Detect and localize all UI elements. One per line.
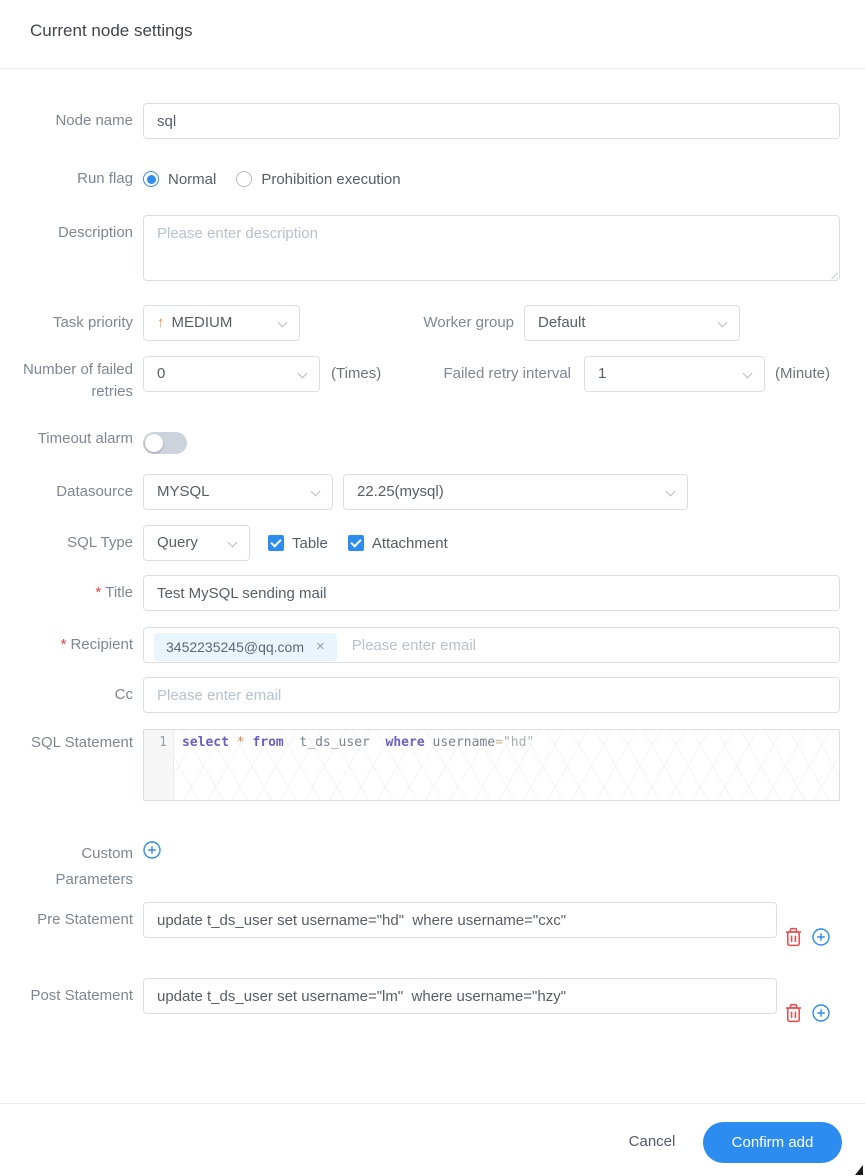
post-statement-label: Post Statement xyxy=(30,987,133,1004)
datasource-type-select[interactable] xyxy=(143,474,333,510)
recipient-input[interactable] xyxy=(143,627,840,663)
priority-arrow-up-icon: ↑ xyxy=(157,314,165,331)
chevron-down-icon xyxy=(278,318,288,328)
run-flag-label: Run flag xyxy=(77,170,133,187)
dialog-title: Current node settings xyxy=(30,21,193,40)
worker-group-value: Default xyxy=(538,314,586,331)
delete-post-statement-button[interactable] xyxy=(785,1003,802,1023)
datasource-instance-select[interactable] xyxy=(343,474,688,510)
retry-interval-value: 1 xyxy=(598,365,607,382)
timeout-alarm-toggle[interactable] xyxy=(143,432,187,454)
run-flag-option-label: Prohibition execution xyxy=(261,170,401,188)
sql-code-line: select * from t_ds_user where username="hd" xyxy=(182,735,535,750)
chevron-down-icon xyxy=(228,538,238,548)
sql-type-checkboxes xyxy=(268,525,460,561)
worker-group-select[interactable] xyxy=(524,305,740,341)
toggle-knob xyxy=(145,434,163,452)
failed-retries-label: Number of failed retries xyxy=(22,361,133,400)
times-unit: (Times) xyxy=(331,365,382,382)
sql-type-value: Query xyxy=(157,534,198,551)
retry-interval-select[interactable] xyxy=(584,356,765,392)
minute-unit: (Minute) xyxy=(775,365,831,382)
datasource-label: Datasource xyxy=(56,483,133,500)
failed-retries-select[interactable] xyxy=(143,356,320,392)
header-divider xyxy=(0,68,865,69)
sql-statement-editor[interactable] xyxy=(143,729,840,801)
run-flag-option-label: Normal xyxy=(168,170,217,188)
title-label xyxy=(0,575,133,611)
required-asterisk: * xyxy=(60,636,67,653)
pre-statement-label: Pre Statement xyxy=(37,911,133,928)
trash-icon xyxy=(785,1003,802,1023)
node-name-label: Node name xyxy=(55,112,133,129)
footer-divider xyxy=(0,1103,865,1104)
worker-group-label: Worker group xyxy=(423,314,514,331)
datasource-type-value: MYSQL xyxy=(157,483,210,500)
task-priority-label: Task priority xyxy=(52,314,133,331)
node-name-input[interactable] xyxy=(143,103,840,139)
delete-pre-statement-button[interactable] xyxy=(785,927,802,947)
chevron-down-icon xyxy=(298,369,308,379)
editor-line-number-gutter xyxy=(144,730,174,800)
task-priority-value: MEDIUM xyxy=(171,314,233,331)
description-textarea[interactable] xyxy=(143,215,840,281)
datasource-instance-value: 22.25(mysql) xyxy=(357,483,444,500)
chevron-down-icon xyxy=(666,487,676,497)
recipient-label-text: Recipient xyxy=(70,636,133,653)
chevron-down-icon xyxy=(311,487,321,497)
recipient-label xyxy=(0,627,133,663)
timeout-alarm-label: Timeout alarm xyxy=(37,430,133,447)
mouse-cursor xyxy=(853,1165,863,1175)
sql-statement-label: SQL Statement xyxy=(31,734,133,751)
run-flag-radio-group xyxy=(143,161,401,197)
line-number: 1 xyxy=(159,735,167,750)
attachment-checkbox[interactable] xyxy=(348,535,364,551)
trash-icon xyxy=(785,927,802,947)
custom-parameters-label: Custom Parameters xyxy=(55,845,133,888)
pre-statement-input[interactable] xyxy=(143,902,777,938)
cancel-button[interactable]: Cancel xyxy=(608,1122,696,1162)
table-checkbox-label: Table xyxy=(292,534,328,552)
chevron-down-icon xyxy=(718,318,728,328)
title-input[interactable] xyxy=(143,575,840,611)
radio-selected-icon[interactable] xyxy=(143,171,159,187)
recipient-tag-text: 3452235245@qq.com xyxy=(166,638,304,655)
run-flag-option-prohibition[interactable] xyxy=(236,171,400,188)
add-custom-parameter-button[interactable] xyxy=(143,841,161,859)
radio-unselected-icon[interactable] xyxy=(236,171,252,187)
add-post-statement-button[interactable] xyxy=(812,1004,830,1022)
post-statement-input[interactable] xyxy=(143,978,777,1014)
task-priority-select[interactable] xyxy=(143,305,300,341)
add-pre-statement-button[interactable] xyxy=(812,928,830,946)
required-asterisk: * xyxy=(95,584,102,601)
editor-code-pane[interactable] xyxy=(174,730,839,800)
confirm-add-button[interactable]: Confirm add xyxy=(703,1122,842,1163)
plus-circle-icon xyxy=(812,928,830,946)
recipient-tag xyxy=(154,633,337,661)
recipient-placeholder: Please enter email xyxy=(351,636,476,654)
cc-label: Cc xyxy=(114,686,133,703)
sql-type-label: SQL Type xyxy=(67,534,133,551)
description-label: Description xyxy=(57,224,133,241)
tag-close-icon[interactable]: × xyxy=(315,638,325,655)
chevron-down-icon xyxy=(743,369,753,379)
plus-circle-icon xyxy=(812,1004,830,1022)
attachment-checkbox-label: Attachment xyxy=(371,534,448,552)
plus-circle-icon xyxy=(143,841,161,859)
table-checkbox[interactable] xyxy=(268,535,284,551)
cc-input[interactable] xyxy=(143,677,840,713)
retry-interval-label: Failed retry interval xyxy=(443,365,571,382)
sql-type-select[interactable] xyxy=(143,525,250,561)
run-flag-option-normal[interactable] xyxy=(143,171,216,188)
title-label-text: Title xyxy=(105,584,133,601)
failed-retries-value: 0 xyxy=(157,365,166,382)
